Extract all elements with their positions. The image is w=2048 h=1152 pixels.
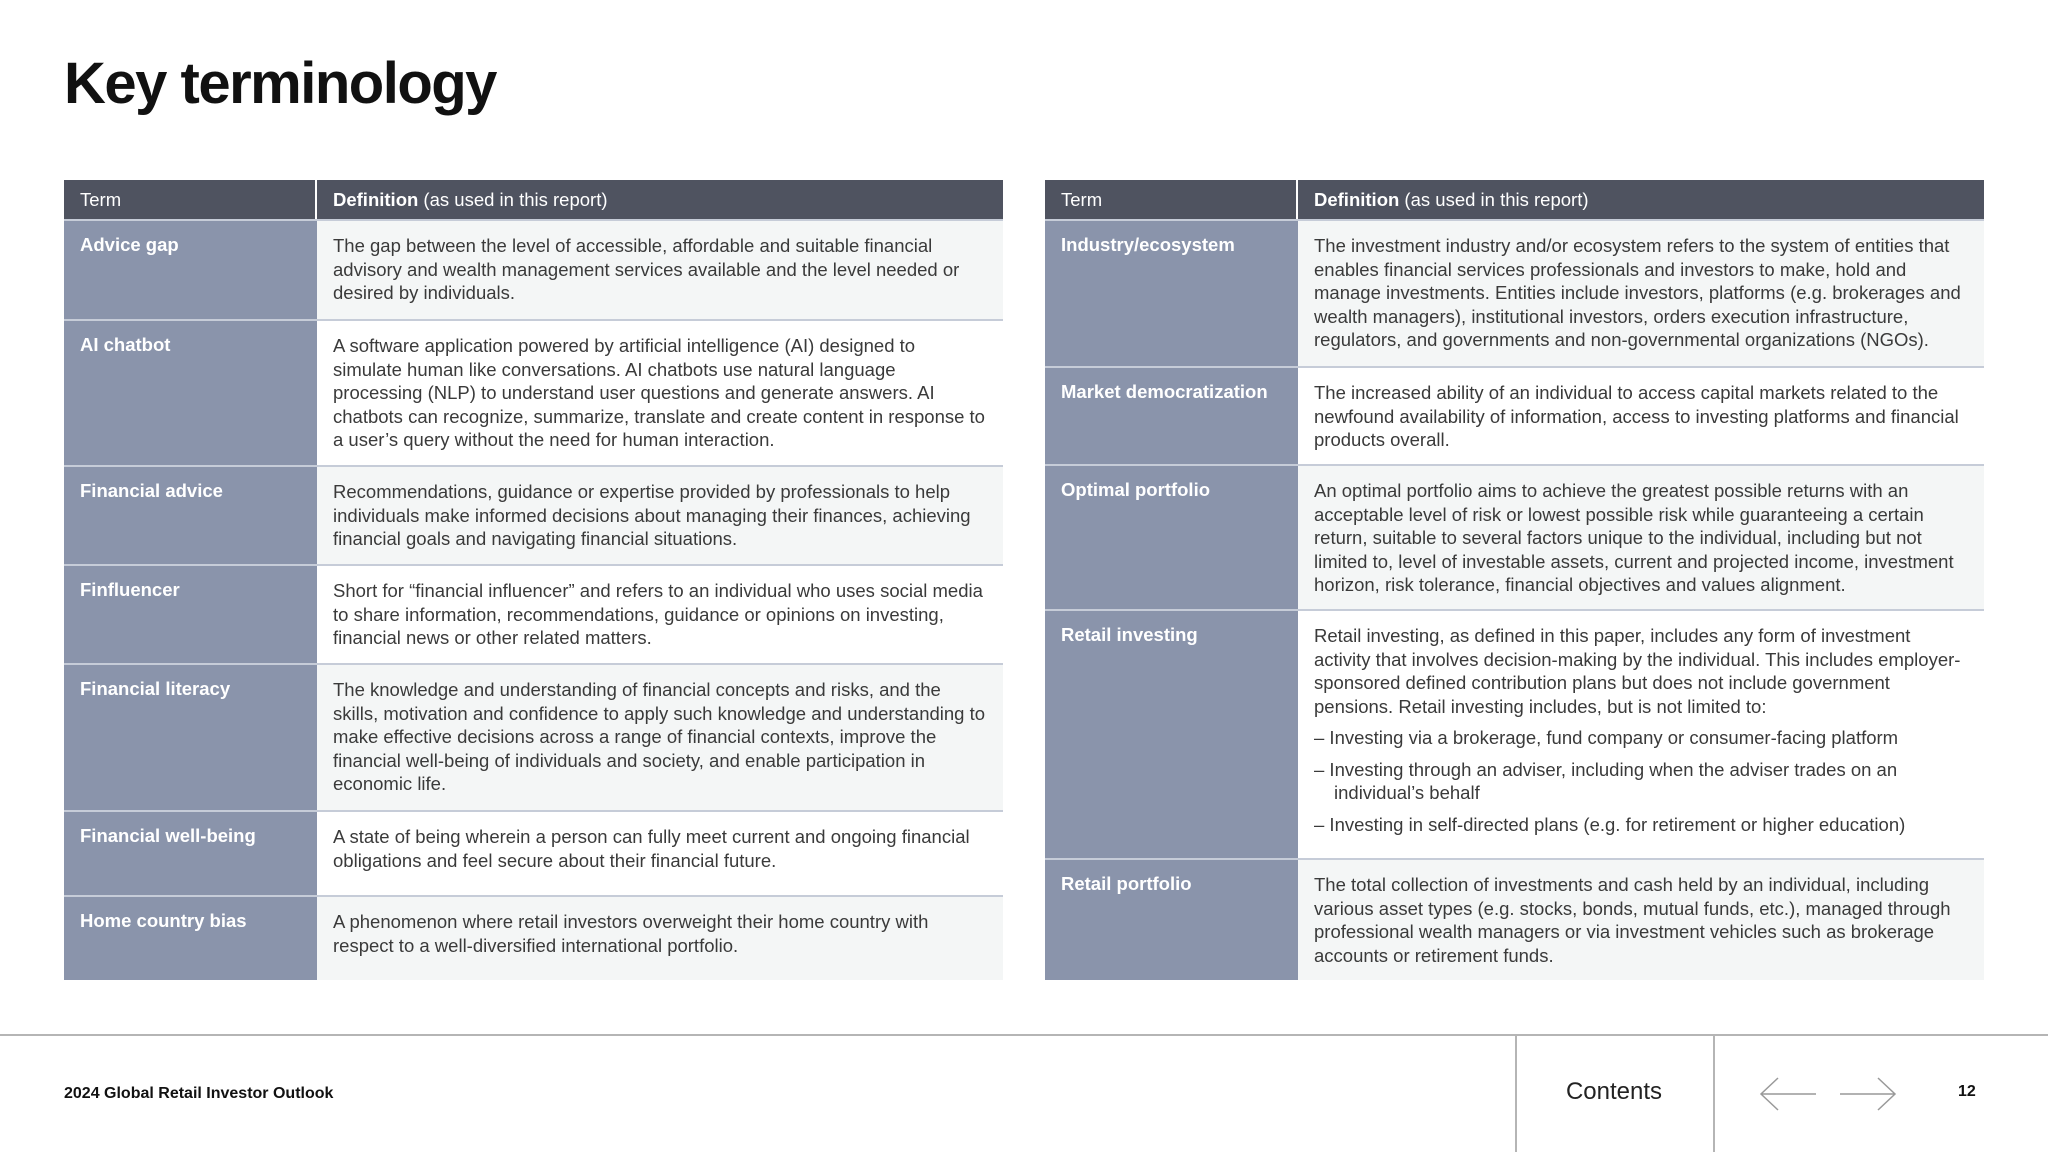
definition-text: Short for “financial influencer” and refers to an individual who uses social media to share information, recommendations, guidance or opinions on investing, financial news or other related matters. bbox=[333, 580, 983, 648]
definition-text: Recommendations, guidance or expertise provided by professionals to help individuals make informed decisions about managing their finances, achieving financial goals and navigating financial situations. bbox=[333, 481, 971, 549]
terminology-table-right bbox=[1045, 180, 1984, 980]
definition-cell bbox=[317, 467, 1003, 564]
table-row bbox=[1045, 366, 1984, 464]
table-row bbox=[64, 810, 1003, 895]
definition-cell bbox=[317, 665, 1003, 810]
definition-cell bbox=[1298, 368, 1984, 464]
table-row bbox=[1045, 858, 1984, 980]
definition-bullet: – Investing through an adviser, including when the adviser trades on an individual’s behalf bbox=[1314, 758, 1898, 803]
term-cell: Financial well-being bbox=[64, 812, 317, 895]
term-cell: Retail portfolio bbox=[1045, 860, 1298, 980]
footer-divider bbox=[0, 1034, 2048, 1036]
definition-cell bbox=[1298, 611, 1984, 858]
definition-text: An optimal portfolio aims to achieve the greatest possible returns with an acceptable level of risk or lowest possible risk while guaranteeing a certain return, suitable to several factors unique to the individual, including but not limited to, level of investable assets, current and projected income, investment horizon, risk tolerance, financial objectives and values alignment. bbox=[1314, 480, 1954, 595]
term-cell: Home country bias bbox=[64, 897, 317, 980]
definition-cell bbox=[317, 897, 1003, 980]
term-cell: Industry/ecosystem bbox=[1045, 221, 1298, 366]
definition-cell bbox=[317, 566, 1003, 663]
table-header bbox=[1045, 180, 1984, 219]
term-cell: Market democratization bbox=[1045, 368, 1298, 464]
term-cell: Financial advice bbox=[64, 467, 317, 564]
definition-cell bbox=[317, 812, 1003, 895]
definition-text: The total collection of investments and cash held by an individual, including various asset types (e.g. stocks, bonds, mutual funds, etc.), managed through professional wealth managers or via investment vehicles such as brokerage accounts or retirement funds. bbox=[1314, 874, 1951, 966]
table-row bbox=[64, 319, 1003, 465]
table-row bbox=[1045, 609, 1984, 858]
definition-cell bbox=[317, 221, 1003, 319]
definition-text: The gap between the level of accessible, affordable and suitable financial advisory and wealth management services available and the level needed or desired by individuals. bbox=[333, 235, 960, 303]
header-definition: Definition (as used in this report) bbox=[1314, 188, 1589, 210]
term-cell: AI chatbot bbox=[64, 321, 317, 465]
terminology-table-left bbox=[64, 180, 1003, 980]
definition-cell bbox=[317, 321, 1003, 465]
footer-divider-vertical bbox=[1713, 1034, 1715, 1152]
table-row bbox=[64, 663, 1003, 810]
page-number: 12 bbox=[1958, 1083, 1976, 1100]
definition-text: A software application powered by artificial intelligence (AI) designed to simulate human like conversations. AI chatbots use natural language processing (NLP) to understand user questions and generate answers. AI chatbots can recognize, summarize, translate and create content in response to a user’s query without the need for human interaction. bbox=[333, 335, 985, 450]
report-title: 2024 Global Retail Investor Outlook bbox=[64, 1085, 334, 1102]
table-row bbox=[64, 219, 1003, 319]
table-row bbox=[64, 465, 1003, 564]
header-term: Term bbox=[1045, 180, 1298, 219]
definition-cell bbox=[1298, 466, 1984, 609]
term-cell: Financial literacy bbox=[64, 665, 317, 810]
term-cell: Retail investing bbox=[1045, 611, 1298, 858]
table-row bbox=[64, 895, 1003, 980]
table-row bbox=[1045, 219, 1984, 366]
definition-cell bbox=[1298, 860, 1984, 980]
definition-text: The increased ability of an individual to access capital markets related to the newfound availability of information, access to investing platforms and financial products overall. bbox=[1314, 382, 1959, 450]
definition-text: Retail investing, as defined in this paper, includes any form of investment activity that involves decision-making by the individual. This includes employer-sponsored defined contribution plans but does not include government pensions. Retail investing includes, but is not limited to: bbox=[1314, 625, 1961, 717]
header-definition: Definition (as used in this report) bbox=[333, 188, 608, 210]
contents-link[interactable]: Contents bbox=[1565, 1078, 1663, 1105]
previous-page-arrow-icon[interactable] bbox=[1758, 1076, 1818, 1112]
definition-text: A state of being wherein a person can fully meet current and ongoing financial obligations and feel secure about their financial future. bbox=[333, 826, 970, 871]
next-page-arrow-icon[interactable] bbox=[1838, 1076, 1898, 1112]
definition-text: The knowledge and understanding of financial concepts and risks, and the skills, motivation and confidence to apply such knowledge and understanding to make effective decisions across a range of financial contexts, improve the financial well-being of individuals and society, and enable participation in economic life. bbox=[333, 679, 986, 794]
table-row bbox=[1045, 464, 1984, 609]
definition-text: The investment industry and/or ecosystem refers to the system of entities that enables financial services professionals and investors to make, hold and manage investments. Entities include investors, platforms (e.g. brokerages and wealth managers), institutional investors, orders execution infrastructure, regulators, and governments and non-governmental organizations (NGOs). bbox=[1314, 235, 1961, 350]
definition-bullet: – Investing in self-directed plans (e.g. for retirement or higher education) bbox=[1314, 813, 1906, 835]
page-title: Key terminology bbox=[64, 51, 496, 116]
table-header bbox=[64, 180, 1003, 219]
term-cell: Optimal portfolio bbox=[1045, 466, 1298, 609]
definition-text: A phenomenon where retail investors overweight their home country with respect to a well-diversified international portfolio. bbox=[333, 911, 929, 956]
term-cell: Advice gap bbox=[64, 221, 317, 319]
header-term: Term bbox=[64, 180, 317, 219]
definition-bullet: – Investing via a brokerage, fund company or consumer-facing platform bbox=[1314, 727, 1899, 748]
table-row bbox=[64, 564, 1003, 663]
definition-cell bbox=[1298, 221, 1984, 366]
term-cell: Finfluencer bbox=[64, 566, 317, 663]
